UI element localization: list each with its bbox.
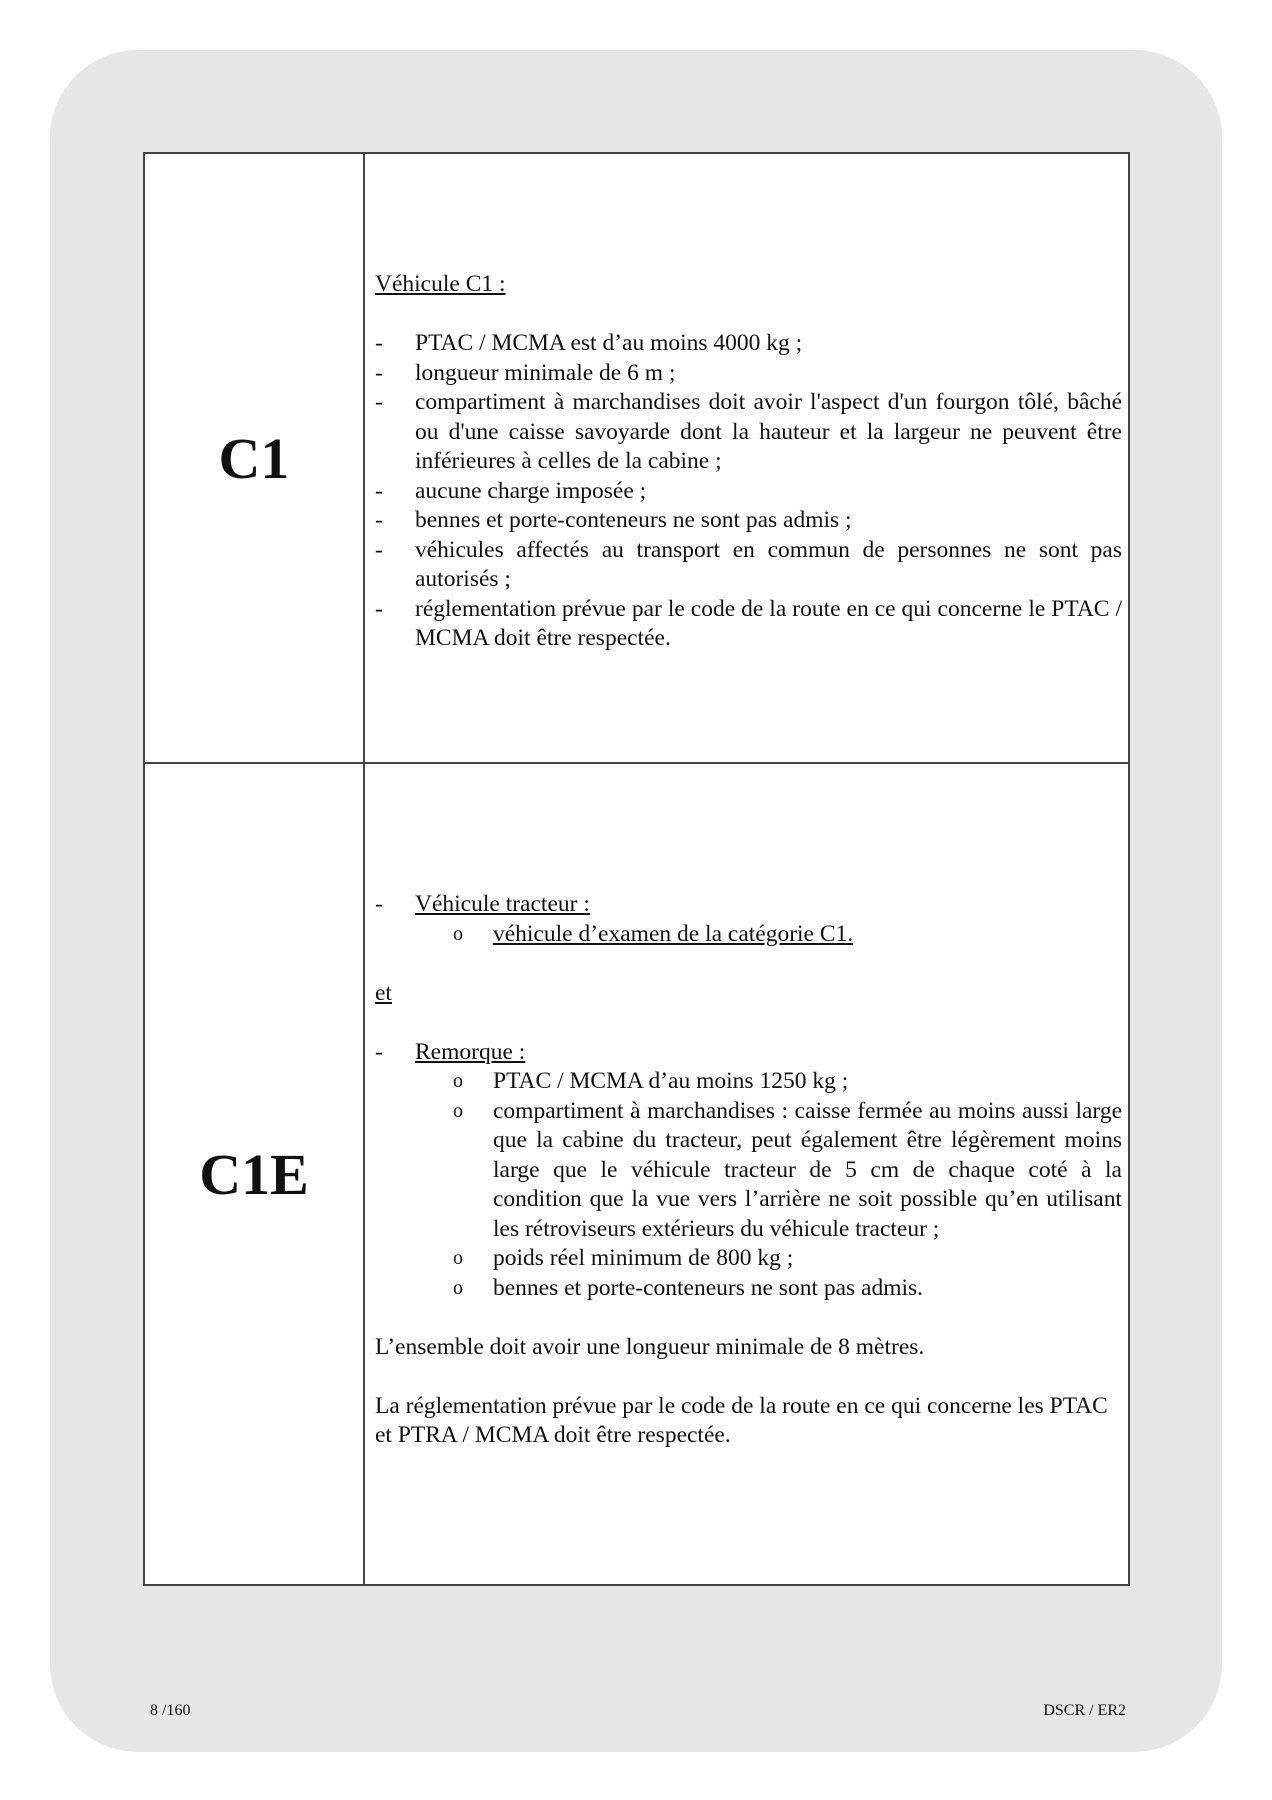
list-item: - longueur minimale de 6 m ; [375,359,676,386]
table-row-c1 [145,154,1128,764]
sub-list-item: o poids réel minimum de 800 kg ; [453,1245,794,1271]
list-item: - bennes et porte-conteneurs ne sont pas admis ; [375,507,852,533]
category-table [143,152,1130,1586]
category-label: C1E [145,764,365,1584]
sub-list-item: o bennes et porte-conteneurs ne sont pas admis. [453,1274,924,1301]
sub-list-item: o véhicule d’examen de la catégorie C1. [453,920,854,947]
category-description [375,890,1122,1451]
document-reference: DSCR / ER2 [1043,1702,1126,1719]
trailer-heading: - Remorque : [375,1038,526,1065]
page-number: 8 /160 [150,1702,191,1719]
sub-list-item: o PTAC / MCMA d’au moins 1250 kg ; [453,1068,849,1094]
list-item: - compartiment à marchandises doit avoir l'aspect d'un fourgon tôlé, bâché ou d'une caisse savoyarde dont la hauteur et la largeur ne peuvent être inférieures à celles de la cabine ; [375,389,1122,474]
table-row-c1e [145,764,1128,1584]
category-description [375,270,1122,654]
list-item: - aucune charge imposée ; [375,477,647,504]
vehicle-heading: Véhicule C1 : [375,271,506,297]
category-label: C1 [145,154,365,762]
paragraph: L’ensemble doit avoir une longueur minimale de 8 mètres. [375,1333,925,1360]
connector-text: et [375,979,392,1006]
paragraph: La réglementation prévue par le code de la route en ce qui concerne les PTAC et PTRA / MCMA doit être respectée. [375,1392,1108,1448]
list-item: - PTAC / MCMA est d’au moins 4000 kg ; [375,330,803,356]
list-item: - véhicules affectés au transport en commun de personnes ne sont pas autorisés ; [375,536,1122,592]
list-item: - réglementation prévue par le code de la route en ce qui concerne le PTAC / MCMA doit être respectée. [375,595,1122,651]
tractor-heading: - Véhicule tracteur : [375,891,590,917]
sub-list-item: o compartiment à marchandises : caisse fermée au moins aussi large que la cabine du tracteur, peut également être légèrement moins large que le véhicule tracteur de 5 cm de chaque coté à la condition que la vue vers l’arrière ne soit possible qu’en utilisant les rétroviseurs extérieurs du véhicule tracteur ; [453,1097,1122,1242]
